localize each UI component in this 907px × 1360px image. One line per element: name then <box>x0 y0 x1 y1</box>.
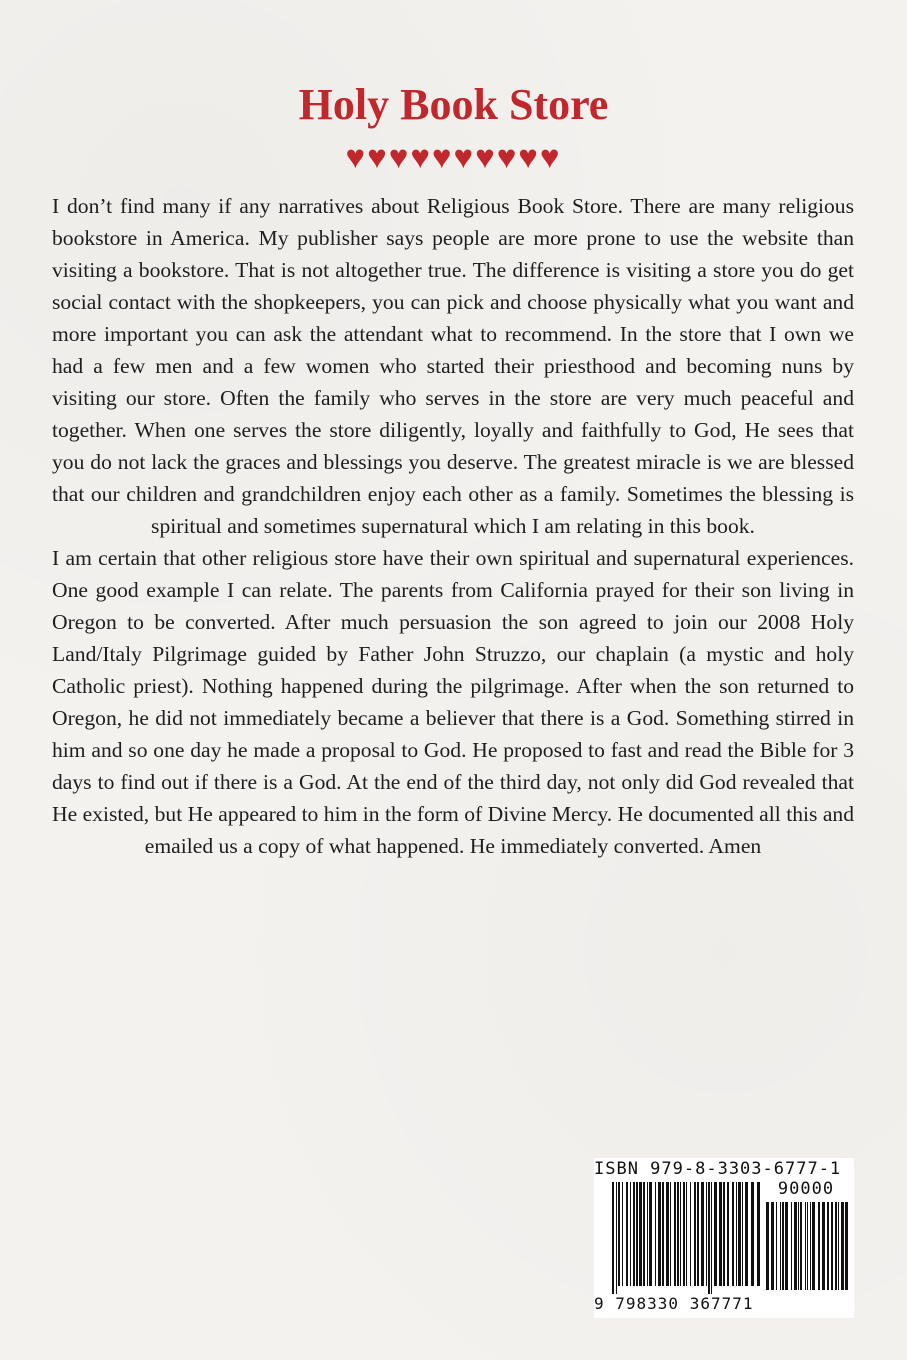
barcode-bar <box>751 1182 754 1286</box>
barcode-bar <box>827 1202 829 1290</box>
barcode-bar <box>666 1182 669 1286</box>
barcode-bar <box>643 1182 645 1286</box>
barcode-bar <box>727 1182 729 1286</box>
barcode-bars-icon <box>612 1182 760 1294</box>
barcode-bar <box>612 1182 614 1294</box>
barcode-bar <box>835 1202 837 1290</box>
barcode-bar <box>680 1182 681 1286</box>
blurb-paragraph-2: I am certain that other religious store have their own spiritual and supernatural experiences. One good example I can relate. The parents from California prayed for their son living in Oregon to be converted. After much persuasion the son agreed to join our 2008 Holy Land/Italy Pilgrimage guided by Father John Struzzo, our chaplain (a mystic and holy Catholic priest). Nothing happened during the pilgrimage. After when the son returned to Oregon, he did not immediately became a believer that there is a God. Something stirred in him and so one day he made a proposal to God. He proposed to fast and read the Bible for 3 days to find out if there is a God. At the end of the third day, not only did God revealed that He existed, but He appeared to him in the form of Divine Mercy. He documented all this and emailed us a copy of what happened. He immediately converted. Amen <box>52 546 854 858</box>
barcode-bar <box>766 1202 769 1290</box>
blurb <box>52 190 854 862</box>
barcode-bar <box>626 1182 628 1286</box>
barcode-bar <box>708 1182 710 1294</box>
barcode-bar <box>674 1182 676 1286</box>
barcode-bar <box>677 1182 679 1286</box>
barcode-bar <box>711 1182 712 1294</box>
hearts-ornament: ♥♥♥♥♥♥♥♥♥♥ <box>345 140 562 176</box>
barcode-bar <box>798 1202 799 1290</box>
barcode-bar <box>822 1202 825 1290</box>
barcode-bar <box>776 1202 777 1290</box>
barcode-bar <box>622 1182 623 1286</box>
barcode-bar <box>841 1202 844 1290</box>
barcode-bar <box>618 1182 620 1286</box>
isbn-barcode <box>594 1158 854 1318</box>
barcode-bar <box>807 1202 808 1290</box>
barcode-bar <box>686 1182 687 1286</box>
barcode-bar <box>670 1182 671 1286</box>
barcode-bar <box>771 1202 774 1290</box>
barcode-bar <box>785 1202 788 1290</box>
barcode-bar <box>736 1182 737 1286</box>
barcode-bar <box>630 1182 631 1286</box>
barcode-bar <box>706 1182 707 1286</box>
barcode-bar <box>805 1202 806 1290</box>
barcode-addon-bars-icon <box>766 1202 848 1298</box>
barcode-bar <box>845 1202 848 1290</box>
barcode-bar <box>697 1182 699 1286</box>
barcode-bar <box>738 1182 741 1286</box>
barcode-bar <box>655 1182 656 1286</box>
barcode-bar <box>818 1202 820 1290</box>
barcode-digits: 9 798330 367771 <box>594 1294 754 1313</box>
barcode-bar <box>649 1182 652 1286</box>
barcode-bar <box>662 1182 664 1286</box>
barcode-bar <box>719 1182 722 1286</box>
barcode-bar <box>633 1182 635 1286</box>
barcode-bar <box>745 1182 748 1286</box>
barcode-bar <box>780 1202 781 1290</box>
barcode-bar <box>714 1182 717 1286</box>
barcode-bar <box>794 1202 797 1290</box>
barcode-bar <box>742 1182 743 1286</box>
barcode-bar <box>701 1182 704 1286</box>
barcode-bar <box>616 1182 617 1294</box>
barcode-bar <box>694 1182 696 1286</box>
barcode-bar <box>639 1182 642 1286</box>
barcode-bar <box>732 1182 734 1286</box>
barcode-bar <box>812 1202 815 1290</box>
barcode-bar <box>723 1182 725 1286</box>
book-title: Holy Book Store <box>298 80 609 129</box>
barcode-bar <box>810 1202 811 1290</box>
barcode-bar <box>757 1182 760 1286</box>
barcode-bar <box>782 1202 784 1290</box>
barcode-bar <box>800 1202 802 1290</box>
barcode-bar <box>791 1202 792 1290</box>
barcode-bar <box>683 1182 685 1286</box>
blurb-paragraph-1: I don’t find many if any narratives about Religious Book Store. There are many religious bookstore in America. My publisher says people are more prone to use the website than visiting a bookstore. That is not altogether true. The difference is visiting a store you do get social contact with the shopkeepers, you can pick and choose physically what you want and more important you can ask the attendant what to recommend. In the store that I own we had a few men and a few women who started their priesthood and becoming nuns by visiting our store. Often the family who serves in the store are very much peaceful and together. When one serves the store diligently, loyally and faithfully to God, He sees that you do not lack the graces and blessings you deserve. The greatest miracle is we are blessed that our children and grandchildren enjoy each other as a family. Sometimes the blessing is spiritual and sometimes supernatural which I am relating in this book. <box>52 194 854 538</box>
isbn-label: ISBN 979-8-3303-6777-1 <box>594 1159 842 1179</box>
barcode-addon-price: 90000 <box>777 1179 835 1199</box>
barcode-bar <box>831 1202 833 1290</box>
barcode-bar <box>636 1182 638 1286</box>
barcode-bar <box>838 1202 839 1290</box>
barcode-bar <box>690 1182 691 1286</box>
barcode-bar <box>658 1182 661 1286</box>
barcode-bar <box>647 1182 648 1286</box>
